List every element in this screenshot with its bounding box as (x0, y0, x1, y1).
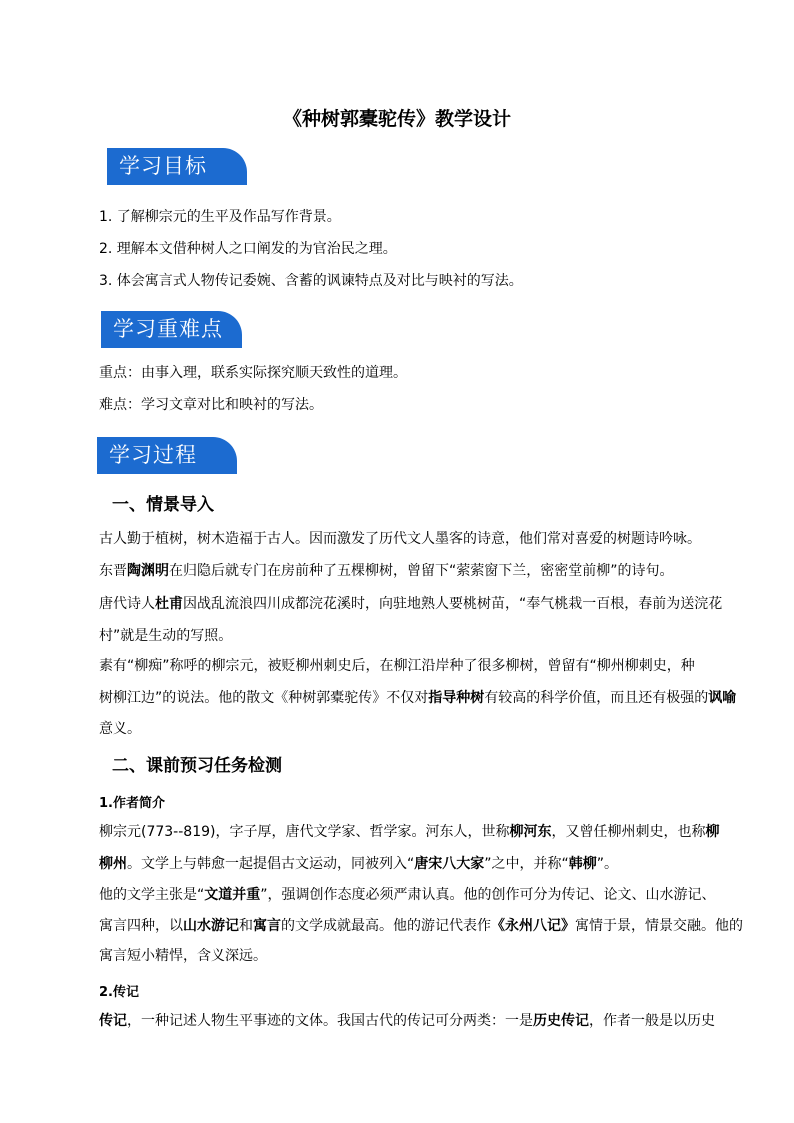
bold-span: 柳 (705, 824, 720, 840)
bold-span: 寓言 (253, 918, 281, 934)
part1-paragraph-4-line-2 (99, 688, 736, 708)
text-span: 唐代诗人 (99, 596, 155, 612)
text-span: ”，强调创作态度必须严肃认真。他的创作可分为传记、论文、山水游记、 (260, 887, 716, 903)
bold-span: 唐宋八大家 (414, 856, 485, 872)
bold-span: 讽喻 (708, 690, 737, 706)
subheading-author: 1.作者简介 (99, 796, 165, 811)
bold-span: 传记 (99, 1013, 127, 1029)
part1-paragraph-4-line-3: 意义。 (99, 721, 141, 737)
bold-span: 杜甫 (155, 596, 183, 612)
text-span: 寓言四种，以 (99, 918, 183, 934)
text-span: 有较高的科学价值，而且还有极强的 (484, 690, 709, 706)
bold-span: 山水游记 (183, 918, 239, 934)
part1-paragraph-3-line-1 (99, 594, 722, 614)
text-span: 的文学成就最高。他的游记代表作 (281, 918, 491, 934)
bold-span: 柳州 (99, 856, 127, 872)
text-span: 树柳江边”的说法。他的散文《种树郭橐驼传》不仅对 (99, 690, 429, 706)
text-span: 因战乱流浪四川成都浣花溪时，向驻地熟人要桃树苗，“奉气桃栽一百根，春前为送浣花 (183, 596, 723, 612)
text-span: 在归隐后就专门在房前种了五棵柳树，曾留下“萦萦窗下兰，密密堂前柳”的诗句。 (169, 563, 674, 579)
section-tab-process: 学习过程 (97, 437, 237, 474)
text-span: ，一种记述人物生平事迹的文体。我国古代的传记可分两类：一是 (127, 1013, 533, 1029)
text-span: ，又曾任柳州刺史，也称 (551, 824, 706, 840)
text-span: ”。 (596, 856, 619, 872)
bold-span: 文道并重 (204, 887, 261, 903)
text-span: 寓情于景，情景交融。他的 (575, 918, 743, 934)
bold-span: 韩柳 (568, 856, 597, 872)
part1-paragraph-4-line-1: 素有“柳痴”称呼的柳宗元，被贬柳州刺史后，在柳江沿岸种了很多柳树，曾留有“柳州柳刺史，种 (99, 658, 695, 674)
text-span: ，作者一般是以历史 (589, 1013, 715, 1029)
text-span: 。文学上与韩愈一起提倡古文运动，同被列入“ (127, 856, 415, 872)
part1-paragraph-2 (99, 561, 674, 581)
bold-span: 指导种树 (428, 690, 485, 706)
bold-span: 陶渊明 (127, 563, 169, 579)
text-span: 和 (239, 918, 253, 934)
subheading-biography: 2.传记 (99, 985, 139, 1000)
bold-span: 《永州八记》 (491, 918, 575, 934)
text-span: 东晋 (99, 563, 127, 579)
goal-item-2: 2. 理解本文借种树人之口阐发的为官治民之理。 (99, 241, 397, 257)
author-advocacy-line-2 (99, 916, 743, 936)
goal-item-3: 3. 体会寓言式人物传记委婉、含蓄的讽谏特点及对比与映衬的写法。 (99, 273, 523, 289)
text-span: 柳宗元(773--819)，字子厚，唐代文学家、哲学家。河东人，世称 (99, 824, 510, 840)
author-line-2 (99, 854, 618, 874)
biography-line-1 (99, 1011, 715, 1031)
part1-paragraph-1: 古人勤于植树，树木造福于古人。因而激发了历代文人墨客的诗意，他们常对喜爱的树题诗吟咏。 (99, 531, 701, 547)
author-advocacy-line-1 (99, 885, 716, 905)
heading-part2: 二、课前预习任务检测 (112, 756, 282, 776)
heading-part1: 一、情景导入 (112, 495, 214, 515)
goal-item-1: 1. 了解柳宗元的生平及作品写作背景。 (99, 209, 341, 225)
keypoint-item-2: 难点：学习文章对比和映衬的写法。 (99, 397, 323, 413)
keypoint-item-1: 重点：由事入理，联系实际探究顺天致性的道理。 (99, 365, 407, 381)
part1-paragraph-3-line-2: 村”就是生动的写照。 (99, 628, 233, 644)
bold-span: 柳河东 (509, 824, 552, 840)
bold-span: 历史传记 (533, 1013, 589, 1029)
section-tab-keypoints: 学习重难点 (101, 311, 242, 348)
text-span: 他的文学主张是“ (99, 887, 205, 903)
page-title: 《种树郭橐驼传》教学设计 (282, 108, 511, 130)
author-advocacy-line-3: 寓言短小精悍，含义深远。 (99, 948, 267, 964)
text-span: ”之中，并称“ (484, 856, 569, 872)
author-line-1 (99, 822, 719, 842)
section-tab-goals: 学习目标 (107, 148, 247, 185)
